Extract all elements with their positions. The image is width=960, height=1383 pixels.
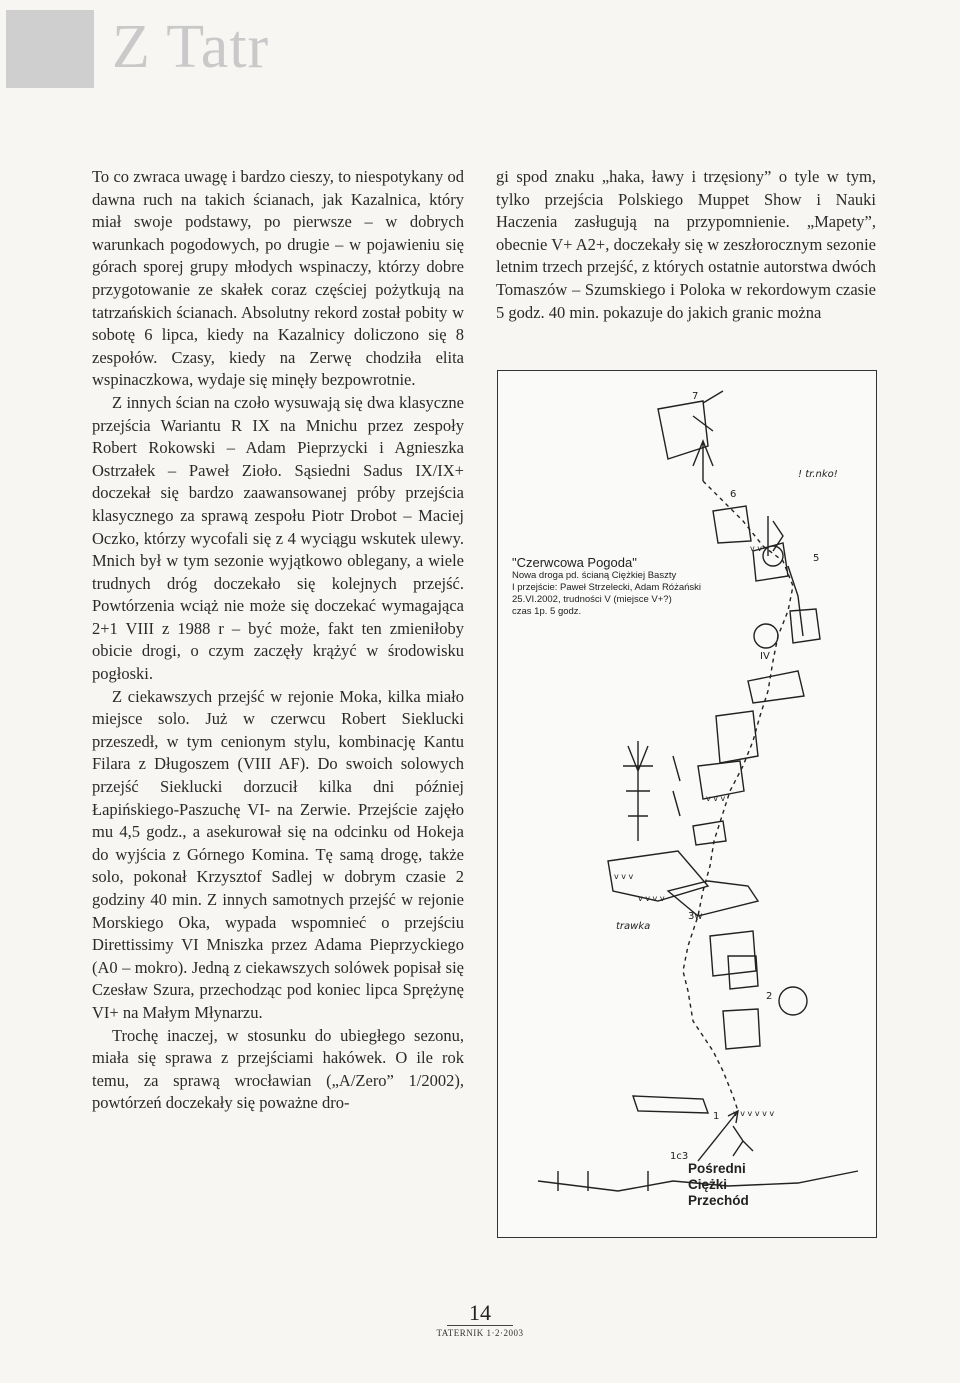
pitch-label: 5 xyxy=(813,553,820,564)
svg-text:v v v: v v v xyxy=(706,794,726,803)
pitch-label: 2 xyxy=(766,991,773,1002)
pitch-label: 6 xyxy=(730,489,737,500)
paragraph: gi spod znaku „haka, ławy i trzęsiony” o tyle w tym, tylko przejścia Polskiego Muppet Show i Nauki Haczenia zasługują na przypomnienie. „Mapety”, obecnie V+ A2+, doczekały się w zeszłorocznym sezonie letnim trzech przejść, z których ostatnie autorstwa dwóch Tomaszów – Szumskiego i Poloka w rekordowym czasie 5 godz. 40 min. pokazuje do jakich granic można xyxy=(496,167,876,322)
route-description-line: Nowa droga pd. ścianą Ciężkiej Baszty xyxy=(512,570,677,581)
svg-text:v v v: v v v xyxy=(614,872,634,881)
svg-text:v v v v v v: v v v v v v xyxy=(733,1109,775,1118)
paragraph: To co zwraca uwagę i bardzo cieszy, to niespotykany od dawna ruch na takich ścianach, jak Kazalnica, który miał swoje podstawy, po pierwsze – w dobrych warunkach pogodowych, po drugie – w pojawieniu się górach sporej grupy młodych wspinaczy, którzy dobre przygotowanie ze skałek coraz częściej pożytkują na tatrzańskich ścianach. Absolutny rekord został pobity w sobotę 6 lipca, kiedy na Kazalnicy doliczono się 8 zespołów. Czasy, kiedy na Zerwę chodziła elita wspinaczkowa, wydaje się minęły bezpowrotnie. xyxy=(92,167,464,390)
route-topo-diagram xyxy=(497,370,877,1238)
left-text-column xyxy=(92,166,464,1115)
page-number: 14 xyxy=(469,1300,491,1325)
pitch-label: trawka xyxy=(616,921,651,932)
header-accent-bar xyxy=(6,10,94,88)
pitch-label: IV xyxy=(760,651,770,662)
route-legend xyxy=(512,555,701,618)
pitch-label: 3w xyxy=(688,911,703,922)
location-line: Przechód xyxy=(688,1193,749,1208)
svg-text:v v v v: v v v v xyxy=(638,894,665,903)
journal-footer: TATERNIK 1·2·2003 xyxy=(436,1328,524,1338)
svg-text:v v: v v xyxy=(750,544,763,553)
location-label xyxy=(688,1161,749,1209)
pitch-label: 1c3 xyxy=(670,1151,689,1162)
section-title: Z Tatr xyxy=(112,13,270,81)
right-text-column xyxy=(496,166,876,324)
paragraph: Z innych ścian na czoło wysuwają się dwa klasyczne przejścia Wariantu R IX na Mnichu przez zespoły Robert Rokowski – Adam Pieprzycki i Agnieszka Ostrzałek – Paweł Zioło. Sąsiedni Sadus IX/IX+ doczekał się bardzo zaawansowanej próby przejścia klasycznego za sprawą zespołu Piotr Drobot – Maciej Oczko, którzy wycofali się z 4 wyciągu wskutek ulewy. Mnich był w tym sezonie wyjątkowo oblegany, a wiele trudnych dróg doczekało się kolejnych przejść. Powtórzenia wciąż nie może się doczekać wymagająca 2+1 VIII z 1988 r – być może, fakt ten zmieniłoby obicie drogi, o czym zaczęły krążyć w środowisku pogłoski. xyxy=(92,392,464,684)
route-description-line: 25.VI.2002, trudności V (miejsce V+?) xyxy=(512,594,672,605)
route-sketch xyxy=(498,371,875,1236)
route-description-line: czas 1p. 5 godz. xyxy=(512,606,582,617)
footer-divider xyxy=(447,1325,513,1326)
location-line: Ciężki xyxy=(688,1177,728,1192)
paragraph: Trochę inaczej, w stosunku do ubiegłego sezonu, miała się sprawa z przejściami hakówek. O ile rok temu, za sprawą wrocławian („A/Zero” 1/2002), powtórzeń doczekały się poważne dro- xyxy=(92,1025,464,1113)
route-description-line: I przejście: Paweł Strzelecki, Adam Różański xyxy=(512,582,702,593)
pitch-label: ! tr.nko! xyxy=(798,469,838,480)
pitch-label: 7 xyxy=(692,391,699,402)
location-line: Pośredni xyxy=(688,1161,746,1176)
paragraph: Z ciekawszych przejść w rejonie Moka, kilka miało miejsce solo. Już w czerwcu Robert Sieklucki przeszedł, w tym cenionym stylu, kombinację Kantu Filara z Długoszem (VIII AF). Do swoich solowych przejść Sieklucki dorzucił kilka dni później Łapińskiego-Paszuchę VI- na Zerwie. Przejście zajęło mu 4,5 godz., a asekurował się na odcinku od Hokeja do wyjścia z Górnego Komina. Tę samą drogę, także solo, pokonał Krzysztof Sadlej w dobrym czasie 2 godziny 40 min. Z innych samotnych przejść w rejonie Morskiego Oka, wypada wspomnieć o przejściu Direttissimy VI Mniszka przez Adama Pieprzyckiego (A0 – mokro). Jedną z ciekawszych solówek popisał się Czesław Szura, przechodząc pod koniec lipca Sprężynę VI+ na Małym Młynarzu. xyxy=(92,686,464,1022)
route-name: "Czerwcowa Pogoda" xyxy=(512,555,637,570)
pitch-label: 1 xyxy=(713,1111,720,1122)
